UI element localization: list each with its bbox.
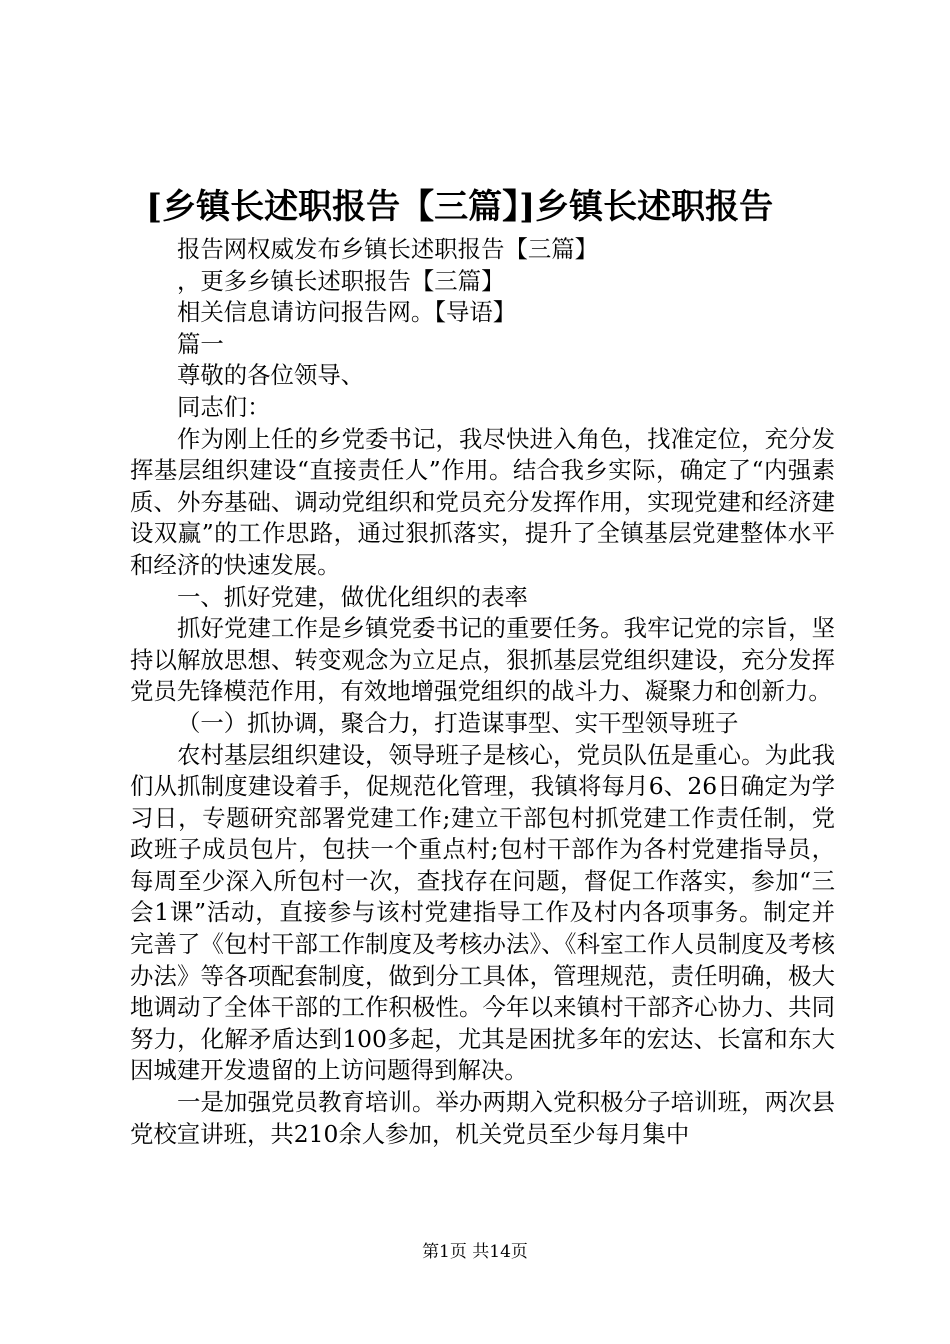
section-label: 篇一 [177,329,224,358]
salutation: 同志们： [177,392,271,421]
intro-line: 报告网权威发布乡镇长述职报告【三篇】 [177,235,599,263]
paragraph: 作为刚上任的乡党委书记，我尽快进入角色，找准定位，充分发挥基层组织建设“直接责任人”作用。结合我乡实际，确定了“内强素质、外夯基础、调动党组织和党员充分发挥作用，实现党建和经济建设双赢”的工作思路，通过狠抓落实，提升了全镇基层党建整体水平和经济的快速发展。 [130,424,835,579]
intro-line: ，更多乡镇长述职报告【三篇】 [177,266,505,295]
paragraph: 农村基层组织建设，领导班子是核心，党员队伍是重心。为此我们从抓制度建设着手，促规范化管理，我镇将每月6、26日确定为学习日，专题研究部署党建工作;建立干部包村抓党建工作责任制，党政班子成员包片，包扶一个重点村;包村干部作为各村党建指导员，每周至少深入所包村一次，查找存在问题，督促工作落实，参加“三会1课”活动，直接参与该村党建指导工作及村内各项事务。制定并完善了《包村干部工作制度及考核办法》、《科室工作人员制度及考核办法》等各项配套制度，做到分工具体，管理规范，责任明确，极大地调动了全体干部的工作积极性。今年以来镇村干部齐心协力、共同努力，化解矛盾达到100多起，尤其是困扰多年的宏达、长富和东大因城建开发遗留的上访问题得到解决。 [130,740,835,1085]
salutation: 尊敬的各位领导、 [177,361,365,390]
document-body [130,234,835,1150]
document-title: [乡镇长述职报告【三篇】]乡镇长述职报告 [146,187,774,227]
subsection-heading: （一）抓协调，聚合力，打造谋事型、实干型领导班子 [177,708,739,737]
paragraph: 抓好党建工作是乡镇党委书记的重要任务。我牢记党的宗旨，坚持以解放思想、转变观念为立足点，狠抓基层党组织建设，充分发挥党员先锋模范作用，有效地增强党组织的战斗力、凝聚力和创新力。 [130,614,835,706]
page-footer: 第1页 共14页 [422,1242,528,1262]
section-heading: 一、抓好党建，做优化组织的表率 [177,582,528,611]
intro-line: 相关信息请访问报告网。【导语】 [177,298,517,327]
paragraph: 一是加强党员教育培训。举办两期入党积极分子培训班，两次县党校宣讲班，共210余人参加，机关党员至少每月集中 [130,1088,835,1148]
